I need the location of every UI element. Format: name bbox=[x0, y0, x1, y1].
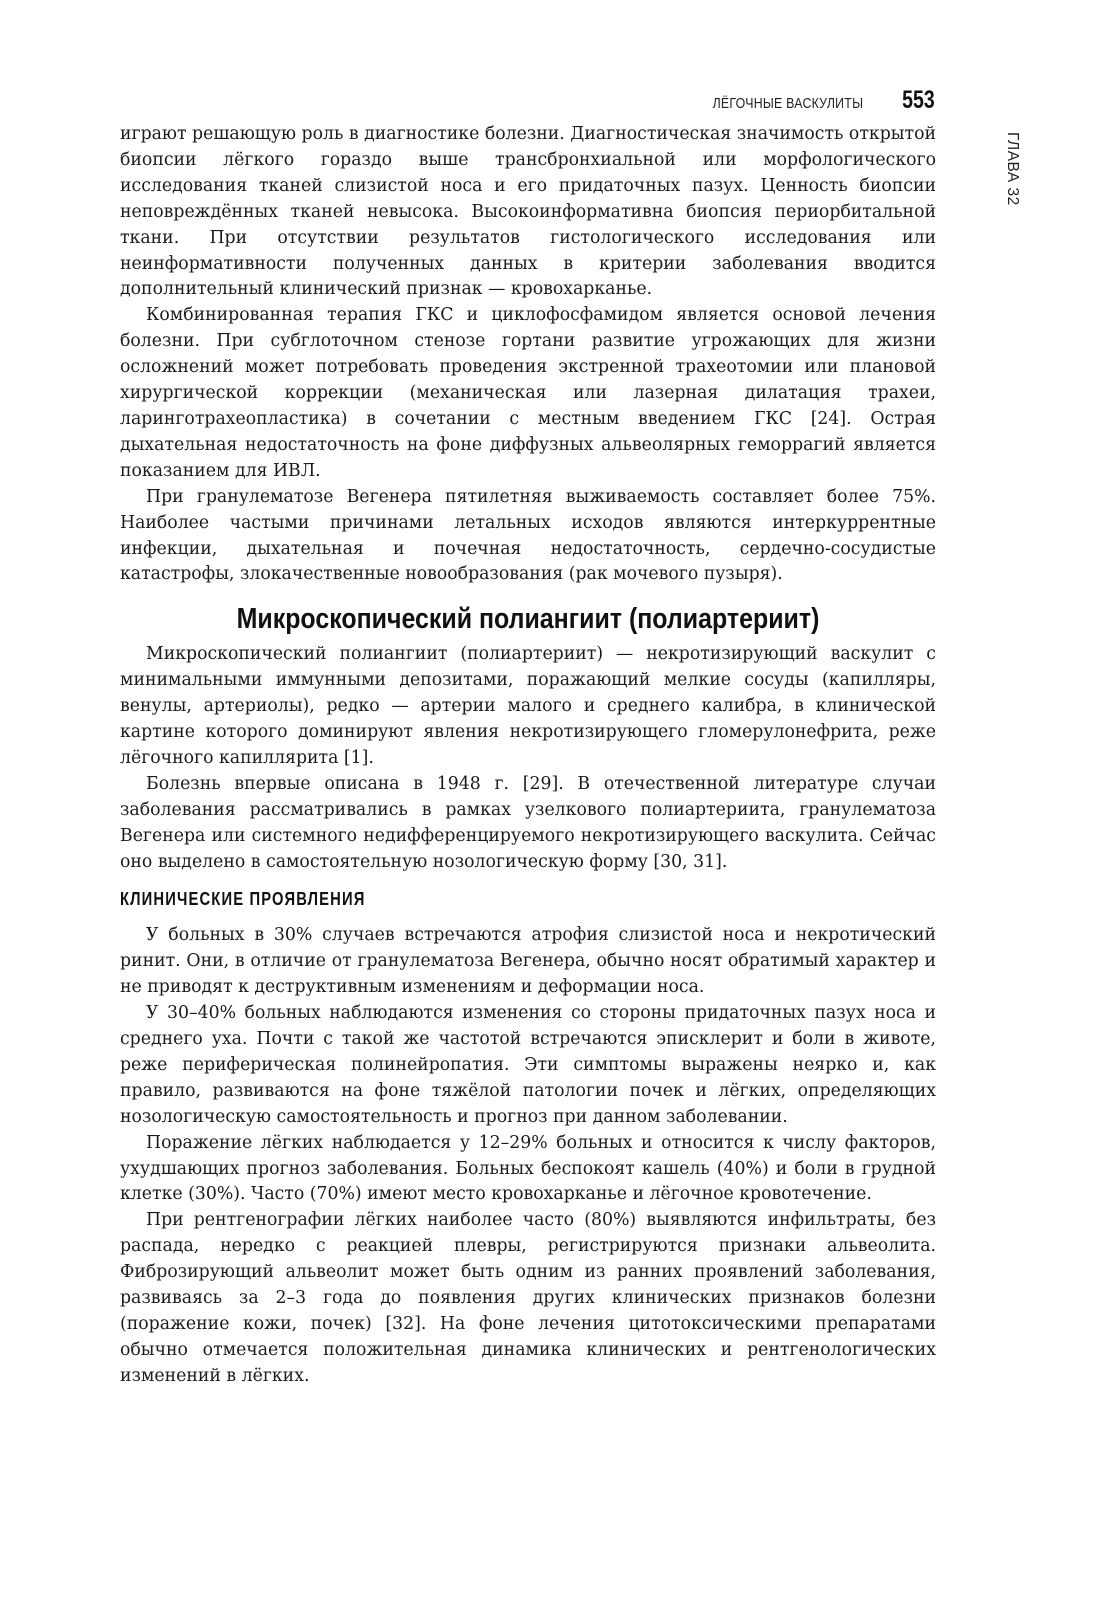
running-title: ЛЁГОЧНЫЕ ВАСКУЛИТЫ bbox=[712, 96, 864, 112]
paragraph: Микроскопический полиангиит (полиартериит) — некротизирующий васкулит с минимальными иммунными депозитами, поражающий мелкие сосуды (капилляры, венулы, артериолы), редко — артерии малого и среднего калибра, в клинической картине которого доминируют явления некротизирующего гломерулонефрита, реже лёгочного капиллярита [1]. bbox=[120, 644, 936, 768]
chapter-side-tab: ГЛАВА 32 bbox=[1004, 132, 1021, 206]
running-header bbox=[686, 86, 935, 115]
page-content bbox=[120, 122, 936, 1390]
paragraph: Болезнь впервые описана в 1948 г. [29]. В отечественной литературе случаи заболевания рассматривались в рамках узелкового полиартериита, гранулематоза Вегенера или системного недифференцируемого некротизирующего васкулита. Сейчас оно выделено в самостоятельную нозологическую форму [30, 31]. bbox=[120, 773, 936, 872]
paragraph: У 30–40% больных наблюдаются изменения со стороны придаточных пазух носа и среднего уха. Почти с такой же частотой встречаются эписклерит и боли в животе, реже периферическая полинейропатия. Эти симптомы выражены неярко и, как правило, развиваются на фоне тяжёлой патологии почек и лёгких, определяющих нозологическую самостоятельность и прогноз при данном заболевании. bbox=[120, 1003, 936, 1127]
section-heading: Микроскопический полиангиит (полиартериит) bbox=[236, 603, 820, 636]
page-number: 553 bbox=[902, 86, 935, 114]
paragraph: У больных в 30% случаев встречаются атрофия слизистой носа и некротический ринит. Они, в отличие от гранулематоза Вегенера, обычно носят обратимый характер и не приводят к деструктивным изменениям и деформации носа. bbox=[120, 925, 936, 998]
subsection-heading: КЛИНИЧЕСКИЕ ПРОЯВЛЕНИЯ bbox=[120, 889, 366, 910]
paragraph: Комбинированная терапия ГКС и циклофосфамидом является основой лечения болезни. При субглоточном стенозе гортани развитие угрожающих для жизни осложнений может потребовать проведения экстренной трахеотомии или плановой хирургической коррекции (механическая или лазерная дилатация трахеи, ларинготрахеопластика) в сочетании с местным введением ГКС [24]. Острая дыхательная недостаточность на фоне диффузных альвеолярных геморрагий является показанием для ИВЛ. bbox=[120, 305, 936, 481]
paragraph: играют решающую роль в диагностике болезни. Диагностическая значимость открытой биопсии лёгкого гораздо выше трансбронхиальной или морфологического исследования тканей слизистой носа и его придаточных пазух. Ценность биопсии неповреждённых тканей невысока. Высокоинформативна биопсия периорбитальной ткани. При отсутствии результатов гистологического исследования или неинформативности полученных данных в критерии заболевания вводится дополнительный клинический признак — кровохарканье. bbox=[120, 124, 936, 300]
paragraph: Поражение лёгких наблюдается у 12–29% больных и относится к числу факторов, ухудшающих прогноз заболевания. Больных беспокоят кашель (40%) и боли в грудной клетке (30%). Часто (70%) имеют место кровохарканье и лёгочное кровотечение. bbox=[120, 1132, 936, 1205]
paragraph: При рентгенографии лёгких наиболее часто (80%) выявляются инфильтраты, без распада, нередко с реакцией плевры, регистрируются признаки альвеолита. Фиброзирующий альвеолит может быть одним из ранних проявлений заболевания, развиваясь за 2–3 года до появления других клинических признаков болезни (поражение кожи, почек) [32]. На фоне лечения цитотоксическими препаратами обычно отмечается положительная динамика клинических и рентгенологических изменений в лёгких. bbox=[120, 1210, 936, 1386]
paragraph: При гранулематозе Вегенера пятилетняя выживаемость составляет более 75%. Наиболее частыми причинами летальных исходов являются интеркуррентные инфекции, дыхательная и почечная недостаточность, сердечно-сосудистые катастрофы, злокачественные новообразования (рак мочевого пузыря). bbox=[120, 486, 936, 585]
